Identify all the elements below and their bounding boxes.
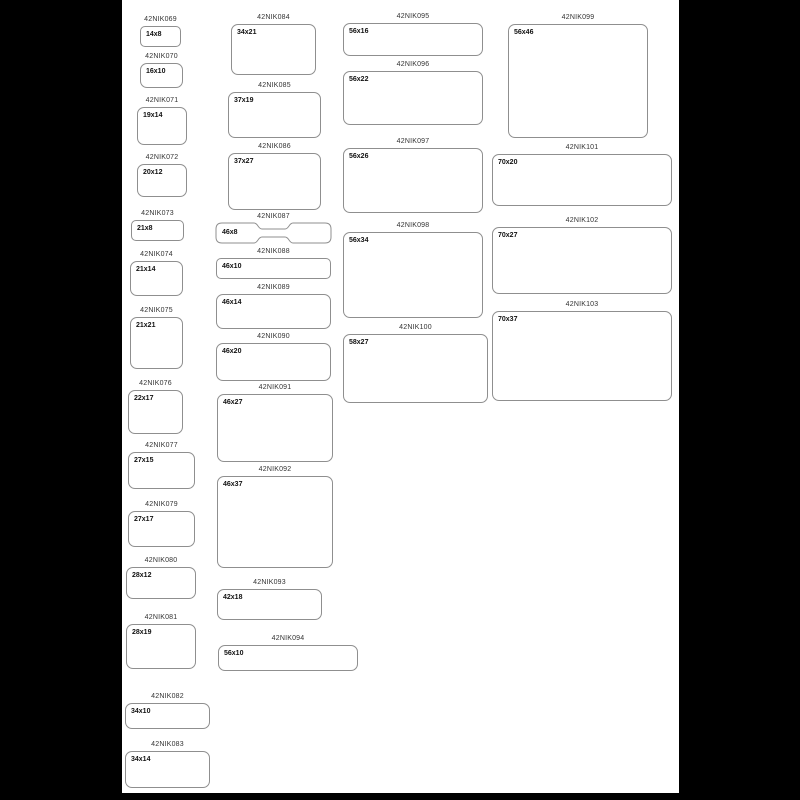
label-code: 42NIK077 (145, 442, 178, 449)
label-code: 42NIK098 (396, 222, 430, 229)
label-size: 46x20 (222, 348, 242, 355)
label-code: 42NIK070 (145, 53, 178, 60)
label-code: 42NIK089 (257, 284, 290, 291)
label-size: 19x14 (143, 112, 163, 119)
label-code: 42NIK090 (257, 333, 290, 340)
label-code: 42NIK101 (565, 144, 599, 151)
label-code: 42NIK080 (144, 557, 178, 564)
label-code: 42NIK096 (396, 61, 430, 68)
label-code: 42NIK079 (145, 501, 178, 508)
label-code: 42NIK094 (271, 635, 305, 642)
label-size: 42x18 (223, 594, 243, 601)
label-size: 46x8 (222, 229, 238, 236)
label-code: 42NIK073 (141, 210, 174, 217)
label-code: 42NIK100 (399, 324, 432, 331)
label-code: 42NIK074 (140, 251, 173, 258)
label-code: 42NIK084 (257, 14, 290, 21)
label-size: 34x14 (131, 756, 151, 763)
label-code: 42NIK099 (561, 14, 595, 21)
label-size: 70x20 (498, 159, 518, 166)
label-size: 56x34 (349, 237, 369, 244)
label-code: 42NIK072 (145, 154, 179, 161)
label-size: 28x12 (132, 572, 152, 579)
label-code: 42NIK071 (145, 97, 179, 104)
label-code: 42NIK103 (565, 301, 599, 308)
label-code: 42NIK076 (139, 380, 172, 387)
label-size: 27x15 (134, 457, 154, 464)
label-code: 42NIK081 (144, 614, 178, 621)
label-size: 27x17 (134, 516, 154, 523)
label-size: 20x12 (143, 169, 163, 176)
label-size: 46x10 (222, 263, 242, 270)
label-size: 21x14 (136, 266, 156, 273)
label-code: 42NIK102 (565, 217, 599, 224)
label-size: 56x10 (224, 650, 244, 657)
label-size: 34x21 (237, 29, 257, 36)
label-shape[interactable] (492, 311, 672, 401)
label-size: 14x8 (146, 31, 162, 38)
label-size: 46x14 (222, 299, 242, 306)
label-code: 42NIK087 (257, 213, 290, 220)
label-code: 42NIK075 (140, 307, 173, 314)
label-size: 21x21 (136, 322, 156, 329)
label-size: 22x17 (134, 395, 154, 402)
label-size: 56x46 (514, 29, 534, 36)
label-code: 42NIK069 (144, 16, 177, 23)
label-size: 37x19 (234, 97, 254, 104)
label-size: 70x37 (498, 316, 518, 323)
label-shape[interactable] (492, 227, 672, 294)
label-code: 42NIK093 (253, 579, 286, 586)
label-size: 28x19 (132, 629, 152, 636)
label-size: 58x27 (349, 339, 369, 346)
label-code: 42NIK083 (151, 741, 184, 748)
label-size: 46x37 (223, 481, 243, 488)
label-size: 70x27 (498, 232, 518, 239)
label-code: 42NIK086 (258, 143, 291, 150)
catalog-page (122, 0, 679, 793)
label-size: 56x26 (349, 153, 369, 160)
label-code: 42NIK082 (151, 693, 184, 700)
label-size: 34x10 (131, 708, 151, 715)
label-shape[interactable] (508, 24, 648, 138)
label-size: 37x27 (234, 158, 254, 165)
label-code: 42NIK088 (257, 248, 290, 255)
label-size: 56x22 (349, 76, 369, 83)
label-shape[interactable] (217, 476, 333, 568)
label-size: 21x8 (137, 225, 153, 232)
label-code: 42NIK091 (258, 384, 292, 391)
label-code: 42NIK097 (396, 138, 430, 145)
label-shape[interactable] (492, 154, 672, 206)
label-size: 56x16 (349, 28, 369, 35)
label-size: 16x10 (146, 68, 166, 75)
label-code: 42NIK085 (258, 82, 291, 89)
label-code: 42NIK092 (258, 466, 292, 473)
label-code: 42NIK095 (396, 13, 430, 20)
label-size: 46x27 (223, 399, 243, 406)
